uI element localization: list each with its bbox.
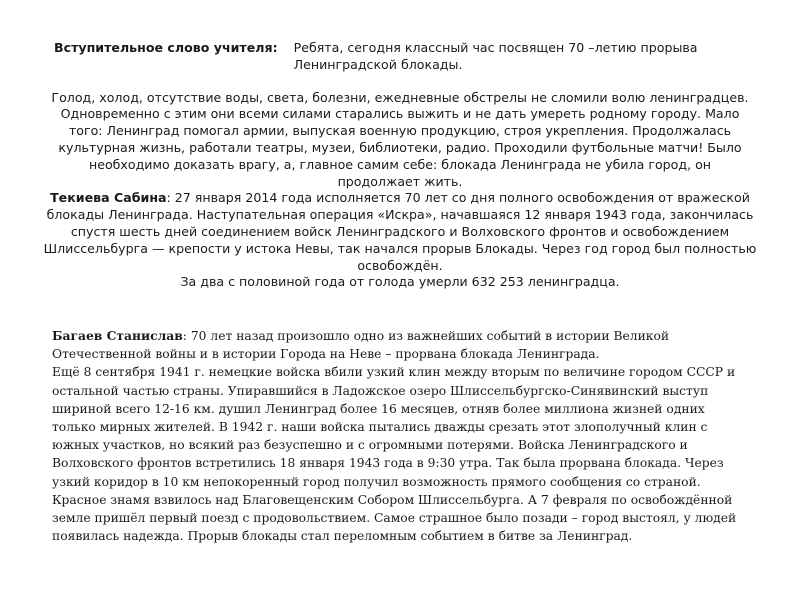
sabina-speaker-label: Текиева Сабина: [50, 190, 167, 206]
stanislav-speaker-label: Багаев Станислав: [52, 328, 183, 343]
sabina-paragraph: [40, 190, 760, 274]
stanislav-text-1: : 70 лет назад произошло одно из важнейших событий в истории Великой Отечественной войны и в истории Города на Неве – прорвана блокада Ленинграда.: [52, 329, 670, 362]
sabina-closing: За два с половиной года от голода умерли 632 253 ленинградца.: [180, 274, 620, 290]
intro-line: [54, 40, 760, 74]
top-text-block: [40, 40, 760, 291]
sabina-text: : 27 января 2014 года исполняется 70 лет со дня полного освобождения от вражеской блокады Ленинграда. Наступательная операция «Искра», начавшаяся 12 января 1943 года, закончилась спустя шесть дней соединением войск Ленинградского и Волховского фронтов и освобождением Шлиссельбурга — крепости у истока Невы, так начался прорыв Блокады. Через год город был полностью освобождён.: [43, 190, 757, 273]
stanislav-paragraph-1: [52, 327, 752, 363]
intro-speaker-label: Вступительное слово учителя:: [54, 40, 278, 55]
bottom-text-block: [52, 327, 752, 545]
stanislav-paragraph-2: Ещё 8 сентября 1941 г. немецкие войска вбили узкий клин между вторым по величине городом СССР и остальной частью страны. Упиравшийся в Ладожское озеро Шлиссельбургско-Синявинский выступ шириной всего 12-16 км. душил Ленинград более 16 месяцев, отняв более миллиона жизней одних только мирных жителей. В 1942 г. наши войска пытались дважды срезать этот злополучный клин с южных участков, но всякий раз безуспешно и с огромными потерями. Войска Ленинградского и Волховского фронтов встретились 18 января 1943 года в 9:30 утра. Так была прорвана блокада. Через узкий коридор в 10 км непокоренный город получил возможность прямого сообщения со страной. Красное знамя взвилось над Благовещенским Собором Шлиссельбурга. А 7 февраля по освобождённой земле пришёл первый поезд с продовольствием. Самое страшное было позади – город выстоял, у людей появилась надежда. Прорыв блокады стал переломным событием в битве за Ленинград.: [52, 365, 737, 544]
intro-text: Ребята, сегодня классный час посвящен 70 –летию прорыва Ленинградской блокады.: [293, 40, 698, 72]
teacher-paragraph: Голод, холод, отсутствие воды, света, болезни, ежедневные обстрелы не сломили волю ленинградцев. Одновременно с этим они всеми силами старались выжить и не дать умереть родному городу. Мало того: Ленинград помогал армии, выпуская военную продукцию, строя укрепления. Продолжалась культурная жизнь, работали театры, музеи, библиотеки, радио. Проходили футбольные матчи! Было необходимо доказать врагу, а, главное самим себе: блокада Ленинграда не убила город, он продолжает жить.: [51, 89, 749, 189]
